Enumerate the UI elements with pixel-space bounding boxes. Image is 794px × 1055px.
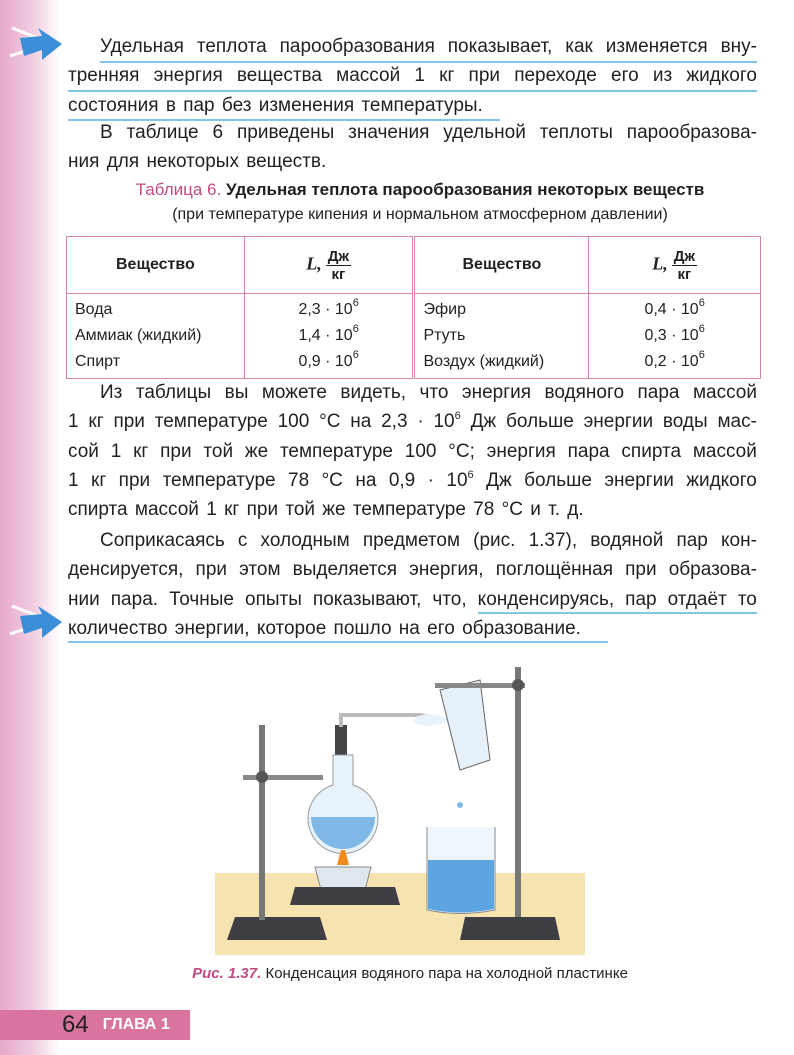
text-line: нии пара. Точные опыты показывают, что, конденсируясь, пар отдаёт то (68, 588, 757, 610)
arrow-marker-icon (8, 600, 64, 644)
figure-caption-text: Конденсация водяного пара на холодной пластинке (265, 965, 628, 982)
definition-underline (478, 612, 757, 614)
arrow-marker-icon (8, 22, 64, 66)
text-line: спирта массой 1 кг при той же температуре 78 °С и т. д. (68, 499, 584, 521)
text-line: денсируется, при этом выделяется энергия, поглощённая при образова- (68, 559, 757, 581)
text-line: тренняя энергия вещества массой 1 кг при переходе его из жидкого (68, 65, 757, 87)
figure-number: Рис. 1.37. (192, 965, 262, 982)
definition-underline (68, 90, 757, 92)
header-substance: Вещество (67, 237, 245, 294)
value-column: $0,4 \cdot 10^6$ $0,3 \cdot 10^6$ $0,2 \cdot 10^6$ (589, 294, 761, 379)
text-line: Удельная теплота парообразования показывает, как изменяется вну- (100, 36, 757, 57)
definition-underline (100, 61, 757, 63)
text-line: 1 кг при температуре 100 °С на 2,3 · $10^6$ Дж больше энергии воды мас- (68, 410, 757, 433)
stand-base-right (460, 917, 560, 940)
text-line: сой 1 кг при той же температуре 100 °С; энергия пара спирта массой (68, 440, 757, 462)
definition-underline (68, 641, 608, 643)
table-caption (60, 180, 780, 200)
text-line: В таблице 6 приведены значения удельной теплоты парообразова- (100, 122, 757, 143)
stopper (335, 725, 347, 755)
steam-jet (415, 714, 450, 726)
stand-base-left (227, 917, 327, 940)
text-line: количество энергии, которое пошло на его образование. (68, 617, 581, 639)
figure-caption (60, 965, 760, 982)
table-subtitle: (при температуре кипения и нормальном атмосферном давлении) (172, 206, 668, 223)
page-number: 64 (62, 1011, 89, 1038)
text-line: Соприкасаясь с холодным предметом (рис. 1.37), водяной пар кон- (100, 530, 757, 551)
cold-plate (440, 680, 490, 770)
text-line: 1 кг при температуре 78 °С на 0,9 · $10^6$ Дж больше энергии жидкого (68, 468, 757, 491)
substance-column: Вода Аммиак (жидкий) Спирт (67, 294, 245, 379)
value-column: $2,3 \cdot 10^6$ $1,4 \cdot 10^6$ $0,9 \cdot 10^6$ (244, 294, 414, 379)
header-substance: Вещество (414, 237, 589, 294)
table-surface (215, 873, 585, 955)
header-L: L, $\frac{Дж}{кг}$ (589, 237, 761, 294)
table-title: Удельная теплота парообразования некоторых веществ (225, 180, 705, 199)
lamp-stand (290, 887, 400, 905)
text-line: состояния в пар без изменения температуры. (68, 94, 483, 116)
stand-rod-left (259, 725, 265, 920)
text-line: ния для некоторых веществ. (68, 151, 327, 173)
substance-column: Эфир Ртуть Воздух (жидкий) (414, 294, 589, 379)
text-line: Из таблицы вы можете видеть, что энергия водяного пара массой (100, 382, 757, 403)
definition-underline (68, 119, 500, 121)
page-margin-band (0, 0, 60, 1055)
stand-rod-right (515, 667, 521, 917)
table-number: Таблица 6. (135, 180, 222, 199)
heat-of-vaporization-table (66, 236, 761, 379)
condensation-experiment-illustration (215, 655, 585, 955)
header-L: L, $\frac{Дж}{кг}$ (244, 237, 414, 294)
chapter-label: ГЛАВА 1 (102, 1016, 170, 1033)
beaker-water (428, 860, 494, 913)
page-footer (0, 1010, 190, 1040)
spirit-lamp (315, 867, 371, 890)
